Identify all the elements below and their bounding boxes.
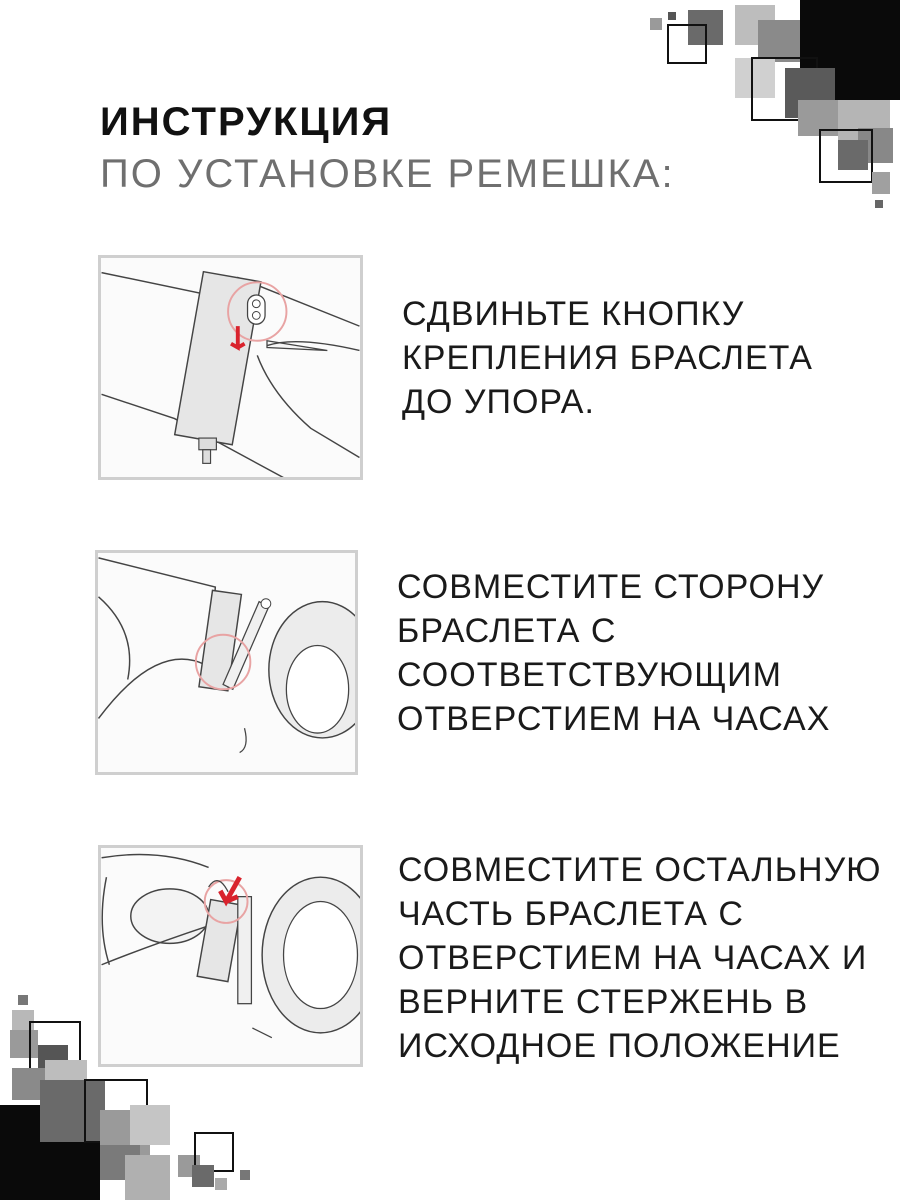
step-2-line-1: СОВМЕСТИТЕ СТОРОНУ xyxy=(397,568,825,606)
step-2-line-3: СООТВЕТСТВУЮЩИМ xyxy=(397,656,782,694)
step-1-line-2: КРЕПЛЕНИЯ БРАСЛЕТА xyxy=(402,339,813,377)
step-1-line-1: СДВИНЬТЕ КНОПКУ xyxy=(402,295,745,333)
step-2-line-4: ОТВЕРСТИЕМ НА ЧАСАХ xyxy=(397,700,831,738)
step-3-line-3: ОТВЕРСТИЕМ НА ЧАСАХ И xyxy=(398,939,868,977)
step-3-line-2: ЧАСТЬ БРАСЛЕТА С xyxy=(398,895,744,933)
step-2-text xyxy=(397,565,830,741)
step-1-line-3: ДО УПОРА. xyxy=(402,383,595,421)
step-2-line-2: БРАСЛЕТА С xyxy=(397,612,617,650)
step-3-line-1: СОВМЕСТИТЕ ОСТАЛЬНУЮ xyxy=(398,851,882,889)
title-line-1: ИНСТРУКЦИЯ xyxy=(100,100,393,144)
step-1-illustration xyxy=(98,255,363,480)
title-line-2: ПО УСТАНОВКЕ РЕМЕШКА: xyxy=(100,152,675,196)
step-3-illustration xyxy=(98,845,363,1067)
step-2-illustration xyxy=(95,550,358,775)
page-title xyxy=(100,96,675,200)
step-3-line-4: ВЕРНИТЕ СТЕРЖЕНЬ В xyxy=(398,983,809,1021)
step-3-text xyxy=(398,848,882,1068)
step-1-text xyxy=(402,292,813,424)
step-3-line-5: ИСХОДНОЕ ПОЛОЖЕНИЕ xyxy=(398,1027,841,1065)
